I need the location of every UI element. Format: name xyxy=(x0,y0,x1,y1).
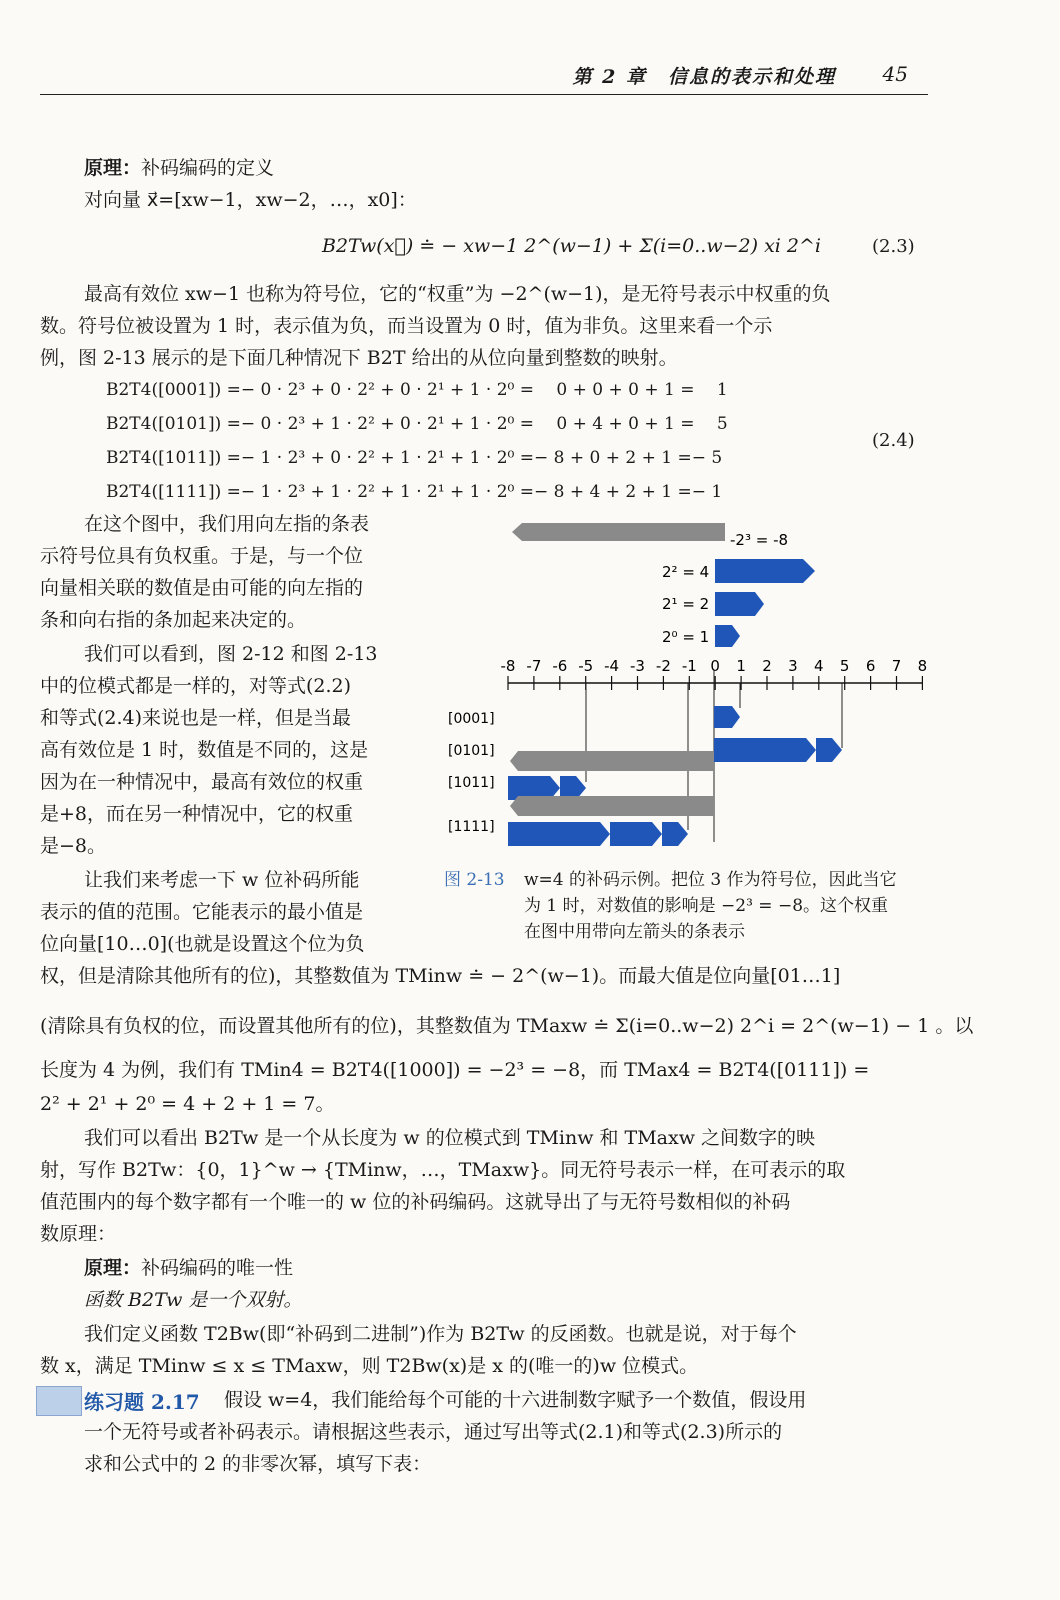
text-line: 例，图 2-13 展示的是下面几种情况下 B2T 给出的从位向量到整数的映射。 xyxy=(40,347,678,369)
caption-line: w=4 的补码示例。把位 3 作为符号位，因此当它 xyxy=(524,870,897,890)
principle-2-heading xyxy=(84,1256,293,1280)
legend-bar-4 xyxy=(715,559,815,583)
axis-tick-label: 2 xyxy=(762,657,772,675)
text-line: 示符号位具有负权重。于是，与一个位 xyxy=(40,545,364,567)
axis-tick-label: -6 xyxy=(552,657,568,675)
text-line: 条和向右指的条加起来决定的。 xyxy=(40,609,307,631)
exercise-icon xyxy=(36,1386,82,1416)
text-line: 权，但是清除其他所有的位)，其整数值为 TMinw ≐ − 2^(w−1)。而最大值是位向量[01…1] xyxy=(40,965,841,987)
caption-line: 在图中用带向左箭头的条表示 xyxy=(524,922,745,942)
chapter-title: 第 2 章 信息的表示和处理 xyxy=(572,66,836,88)
text-line: 长度为 4 为例，我们有 TMin4 = B2T4([1000]) = −2³ = −8，而 TMax4 = B2T4([0111]) = xyxy=(40,1059,870,1081)
legend-bar-2 xyxy=(715,592,764,616)
text-line: 是−8。 xyxy=(40,835,107,857)
legend-label-neg8: -2³ = -8 xyxy=(730,531,789,549)
text-line: 是+8，而在另一种情况中，它的权重 xyxy=(40,803,354,825)
legend-bar-1 xyxy=(715,625,740,647)
text-line: 数原理： xyxy=(40,1223,117,1245)
principle-label: 原理： xyxy=(84,1257,142,1279)
equation-row: B2T4([0101]) =− 0 · 2³ + 1 · 2² + 0 · 2¹ + 1 · 2⁰ = 0 + 4 + 0 + 1 = 5 xyxy=(106,414,728,434)
axis-tick-label: 7 xyxy=(891,657,902,675)
principle-2-body: 函数 B2Tw 是一个双射。 xyxy=(84,1289,303,1311)
axis-tick-label: 5 xyxy=(839,657,850,675)
axis-tick-label: -2 xyxy=(655,657,671,675)
bar-0101-1 xyxy=(816,738,842,762)
text-line: 求和公式中的 2 的非零次幂，填写下表： xyxy=(84,1453,432,1475)
principle-title: 补码编码的唯一性 xyxy=(141,1257,294,1279)
text-line: 向量相关联的数值是由可能的向左指的 xyxy=(40,577,364,599)
text-line: 我们定义函数 T2Bw(即“补码到二进制”)作为 B2Tw 的反函数。也就是说，对于每个 xyxy=(84,1323,797,1345)
principle-label: 原理： xyxy=(84,157,142,179)
principle-heading xyxy=(84,156,274,180)
equation-row: B2T4([1111]) =− 1 · 2³ + 1 · 2² + 1 · 2¹ + 1 · 2⁰ =− 8 + 4 + 2 + 1 =− 1 xyxy=(106,482,723,502)
row-label-1011: [1011] xyxy=(448,775,495,791)
axis-tick-label: 3 xyxy=(788,657,798,675)
legend-label-1: 2⁰ = 1 xyxy=(662,628,710,646)
axis-tick-label: -3 xyxy=(630,657,645,675)
axis-tick-label: -7 xyxy=(526,657,542,675)
legend-bar-neg8 xyxy=(512,523,725,541)
text-line: 让我们来考虑一下 w 位补码所能 xyxy=(84,869,360,891)
exercise-tag: 练习题 2.17 xyxy=(84,1390,200,1414)
figure-2-13 xyxy=(440,520,940,860)
page-header xyxy=(40,60,928,95)
text-line: (清除具有负权的位，而设置其他所有的位)，其整数值为 TMaxw ≐ Σ(i=0..w−2) 2^i = 2^(w−1) − 1 。以 xyxy=(40,1015,974,1037)
page-number: 45 xyxy=(882,62,908,86)
text-line: 数 x，满足 TMinw ≤ x ≤ TMaxw，则 T2Bw(x)是 x 的(唯一的)w 位模式。 xyxy=(40,1355,699,1377)
text-line: 表示的值的范围。它能表示的最小值是 xyxy=(40,901,364,923)
axis-tick-label: 4 xyxy=(814,657,824,675)
text-line: 值范围内的每个数字都有一个唯一的 w 位的补码编码。这就导出了与无符号数相似的补码 xyxy=(40,1191,791,1213)
bar-1111-4 xyxy=(508,822,610,846)
bar-1111-1 xyxy=(662,822,688,846)
axis-tick-label: 8 xyxy=(917,657,928,675)
axis-tick-label: 6 xyxy=(865,657,876,675)
text-line: 我们可以看到，图 2-12 和图 2-13 xyxy=(84,643,378,665)
bar-1111-neg8 xyxy=(510,796,714,816)
equation-number-2-3: (2.3) xyxy=(872,236,915,257)
text-line: 射，写作 B2Tw：{0，1}^w → {TMinw，…，TMaxw}。同无符号表示一样，在可表示的取 xyxy=(40,1159,846,1181)
text-line: 一个无符号或者补码表示。请根据这些表示，通过写出等式(2.1)和等式(2.3)所示的 xyxy=(84,1421,783,1443)
equation-row: B2T4([0001]) =− 0 · 2³ + 0 · 2² + 0 · 2¹ + 1 · 2⁰ = 0 + 0 + 0 + 1 = 1 xyxy=(106,380,728,400)
bar-1011-neg8 xyxy=(510,751,714,771)
row-label-1111: [1111] xyxy=(448,819,495,835)
legend-label-2: 2¹ = 2 xyxy=(662,595,710,613)
caption-line: 为 1 时，对数值的影响是 −2³ = −8。这个权重 xyxy=(524,896,889,916)
row-label-0001: [0001] xyxy=(448,711,495,727)
text-line: 因为在一种情况中，最高有效位的权重 xyxy=(40,771,364,793)
axis-tick-label: -1 xyxy=(681,657,697,675)
principle-title: 补码编码的定义 xyxy=(141,157,275,179)
axis-tick-label: 0 xyxy=(710,657,720,675)
axis-tick-label: 1 xyxy=(736,657,746,675)
equation-number-2-4: (2.4) xyxy=(872,430,915,451)
axis-tick-label: -5 xyxy=(578,657,594,675)
bar-0001-1 xyxy=(714,706,740,728)
legend-label-4: 2² = 4 xyxy=(662,563,710,581)
text-line: 位向量[10…0](也就是设置这个位为负 xyxy=(40,933,365,955)
figure-caption-number: 图 2-13 xyxy=(444,870,505,890)
text-line: 在这个图中，我们用向左指的条表 xyxy=(84,513,370,535)
bar-1111-2 xyxy=(610,822,662,846)
bar-0101-4 xyxy=(714,738,816,762)
text-line: 数。符号位被设置为 1 时，表示值为负，而当设置为 0 时，值为非负。这里来看一个示 xyxy=(40,315,773,337)
equation-2-3: B2Tw(x⃗) ≐ − xw−1 2^(w−1) + Σ(i=0..w−2) xi 2^i xyxy=(322,235,821,257)
text-line: 中的位模式都是一样的，对等式(2.2) xyxy=(40,675,352,697)
text-line: 2² + 2¹ + 2⁰ = 4 + 2 + 1 = 7。 xyxy=(40,1093,335,1115)
text-line: 和等式(2.4)来说也是一样，但是当最 xyxy=(40,707,352,729)
text-line: 最高有效位 xw−1 也称为符号位，它的“权重”为 −2^(w−1)，是无符号表示中权重的负 xyxy=(84,283,831,305)
axis-tick-label: -4 xyxy=(604,657,620,675)
vector-definition: 对向量 x⃗=[xw−1，xw−2，…，x0]： xyxy=(84,189,417,211)
row-label-0101: [0101] xyxy=(448,743,495,759)
equation-row: B2T4([1011]) =− 1 · 2³ + 0 · 2² + 1 · 2¹ + 1 · 2⁰ =− 8 + 0 + 2 + 1 =− 5 xyxy=(106,448,723,468)
text-line: 高有效位是 1 时，数值是不同的，这是 xyxy=(40,739,369,761)
text-line: 我们可以看出 B2Tw 是一个从长度为 w 的位模式到 TMinw 和 TMaxw 之间数字的映 xyxy=(84,1127,816,1149)
axis-tick-label: -8 xyxy=(500,657,516,675)
text-line: 假设 w=4，我们能给每个可能的十六进制数字赋予一个数值，假设用 xyxy=(224,1389,807,1411)
